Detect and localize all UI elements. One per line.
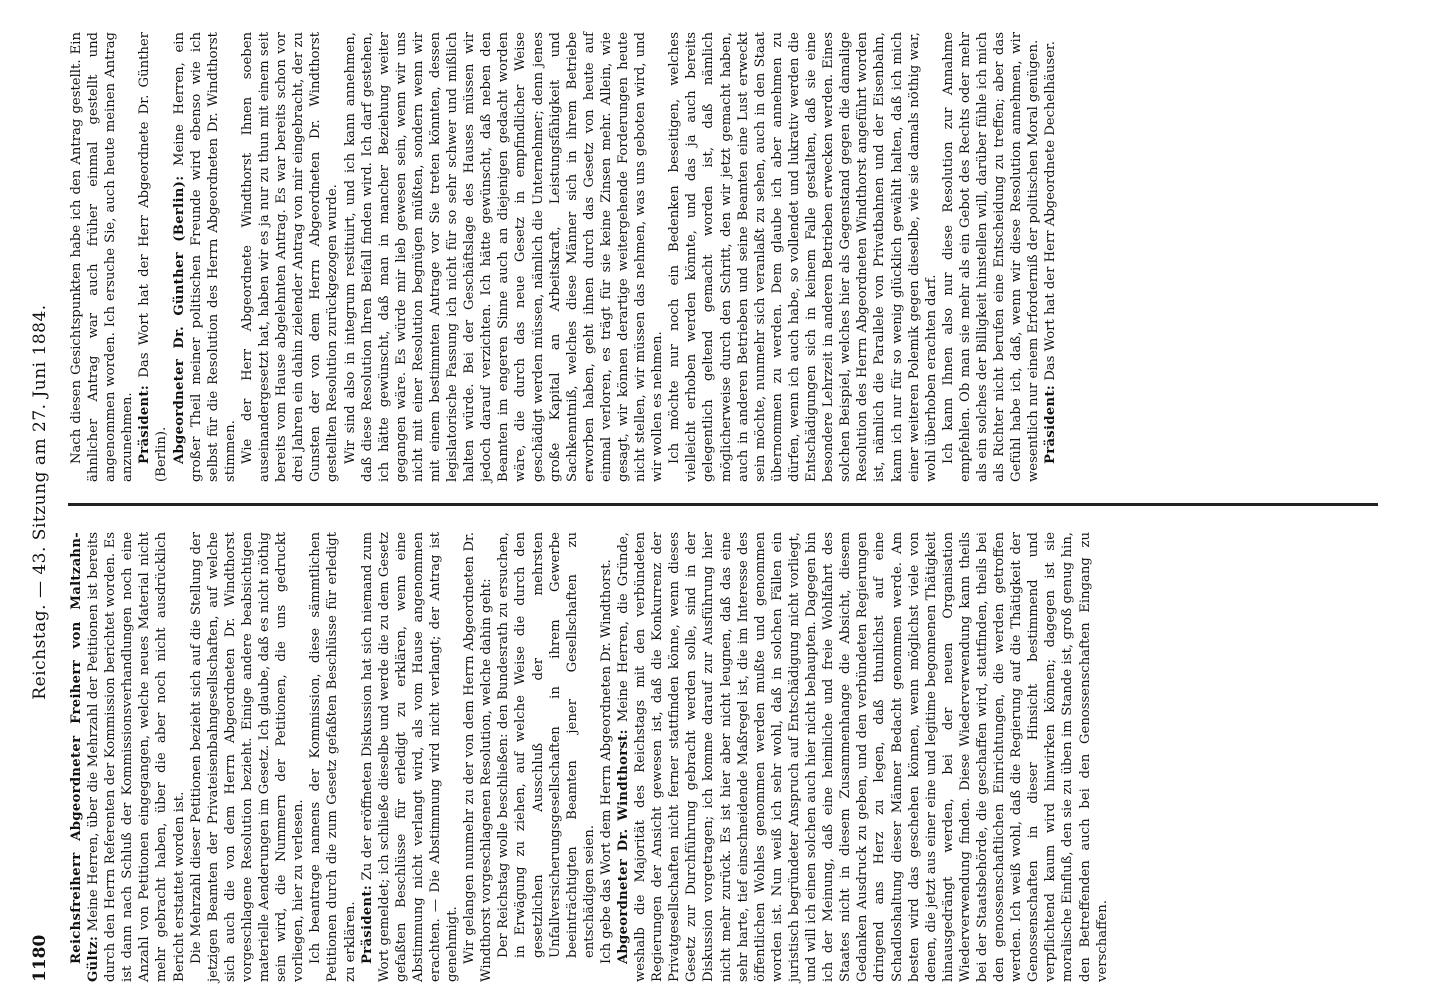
digitization-credit [1404, 0, 1426, 1000]
paragraph [171, 32, 239, 482]
paragraph [136, 32, 170, 482]
paragraph-text: Wie der Herr Abgeordnete Windthorst Ihnen soeben auseinandergesetzt hat, haben wir es ja nur zu thun mit einem seit bereits vom Hause abgelehnten Antrag. Es war bereits schon vor drei Jahren ein dahin zielender Antrag von mir eingebracht, der zu Gunsten der von dem Herrn Abgeordneten Dr. Windthorst gestellten Resolution zurückgezogen wurde. [239, 32, 341, 482]
paragraph [68, 532, 188, 982]
paragraph-text: Zu der eröffneten Diskussion hat sich niemand zum Wort gemeldet; ich schließe dieselbe und werde die zu dem Gesetz gefaßten Beschlüsse für erledigt zu erklären, wenn eine Abstimmung nicht verlangt wird, als vom Hause angenommen erachten. — Die Abstimmung wird nicht verlangt; der Antrag ist genehmigt. [359, 532, 461, 982]
speaker-name: Präsident: [137, 384, 153, 464]
paragraph [598, 532, 615, 982]
speaker-name: Präsident: [359, 884, 375, 964]
paragraph [342, 32, 667, 482]
paragraph [495, 532, 598, 982]
paragraph-text: Ich beantrage namens der Kommission, diese sämmtlichen Petitionen durch die zum Gesetz gefaßten Beschlüsse für erledigt zu erklären. [308, 532, 358, 982]
speaker-name: Präsident: [1043, 384, 1059, 464]
paragraph [615, 532, 1111, 982]
paragraph-text: Das Wort hat der Herr Abgeordnete Dr. Günther (Berlin). [137, 32, 170, 482]
paragraph [307, 532, 358, 982]
paragraph [461, 532, 495, 982]
paragraph-text: Der Reichstag wolle beschließen: den Bundesrath zu ersuchen, in Erwägung zu ziehen, auf welche Weise die durch den gesetzlichen Ausschluß der mehrsten Unfallversicherungsgesellschaften in ihrem Gewerbe beeinträchtigten Beamten jener Gesellschaften zu entschädigen seien. [496, 532, 597, 958]
paragraph-text: Nach diesen Gesichtspunkten habe ich den Antrag gestellt. Ein ähnlicher Antrag war auch früher einmal gestellt und angenommen worden. Ich ersuche Sie, auch heute meinen Antrag anzunehmen. [69, 32, 136, 482]
speaker-name: Abgeordneter Dr. Günther (Berlin): [171, 175, 187, 464]
paragraph-text: Ich kann Ihnen also nur diese Resolution zur Annahme empfehlen. Ob man sie mehr als ein Gebot des Rechts oder mehr als ein solches der Billigkeit hinstellen will, darüber fühle ich mich als Richter nicht berufen eine Entscheidung zu treffen; aber das Gefühl habe ich, daß, wenn wir diese Resolution annehmen, wir wesentlich nur einem Erforderniß der politischen Moral genügen. [940, 32, 1042, 482]
speaker-name: Abgeordneter Dr. Windthorst: [616, 729, 631, 964]
paragraph-text: Wir gelangen nunmehr zu der von dem Herrn Abgeordneten Dr. Windthorst vorgeschlagenen Resolution, welche dahin geht: [462, 532, 495, 982]
paragraph [188, 532, 308, 982]
paragraph-text: Meine Herren, über die Mehrzahl der Petitionen ist bereits durch den Herrn Referenten der Kommission berichtet worden. Es ist dann nach Schluß der Kommissionsverhandlungen noch eine Anzahl von Petitionen eingegangen, welche neues Material nicht mehr gebracht haben, über die aber noch nicht ausdrücklich Bericht erstattet worden ist. [86, 532, 187, 982]
paragraph [940, 32, 1043, 482]
speaker-name: Reichsfreiherr Abgeordneter Freiherr von Maltzahn-Gültz: [69, 532, 102, 982]
column-divider [68, 503, 1378, 506]
page-header [28, 22, 52, 982]
paragraph-text: Ich gebe das Wort dem Herrn Abgeordneten Dr. Windthorst. [598, 559, 614, 964]
paragraph [666, 32, 940, 482]
paragraph-text: Ich möchte nur noch ein Bedenken beseitigen, welches vielleicht erhoben werden könnte, und das ja auch bereits gelegentlich geltend gemacht worden ist, daß nämlich möglicherweise durch den Schritt, den wir jetzt gemacht haben, auch in anderen Betrieben und seine Beamten eine Lust erweckt sein möchte, nunmehr sich veranlaßt zu sehen, auch in den Staat übernommen zu werden. Dem glaube ich aber annehmen zu dürfen, wenn ich auch habe, so vollendet und lukrativ werden die Entschädigungen sich in keinem Falle gestalten, daß sie eine besondere Lehrzeit in anderen Betrieben erwecken werden. Eines solchen Beispiel, welches hier als Gegenstand gegen die damalige Resolution des Herrn Abgeordneten Windthorst angeführt worden ist, nämlich die Parallele von Privatbahnen und der Eisenbahn, kann ich nur für so wenig glücklich gewählt halten, daß ich mich einer weiteren Polemik gegen dieselbe, wie sie damals nöthig war, wohl überhoben erachten darf. [667, 32, 939, 482]
paragraph [239, 32, 342, 482]
paragraph-text: Wir sind also in integrum restituirt, und ich kann annehmen, daß diese Resolution Ihren Beifall finden wird. Ich darf gestehen, ich hätte gewünscht, daß man in mancher Beziehung weiter gegangen wäre. Es würde mir lieb gewesen sein, wenn wir uns nicht mit einer Resolution begnügen müßten, sondern wenn wir mit einem bestimmten Antrage vor Sie treten könnten, dessen legislatorische Fassung ich nicht für so sehr schwer und mißlich halten würde. Bei der Geschäftslage des Hauses müssen wir jedoch darauf verzichten. Ich hätte gewünscht, daß neben den Beamten im engeren Sinne auch an diejenigen gedacht worden wäre, die durch das neue Gesetz in empfindlicher Weise geschädigt werden müssen, nämlich die Unternehmer; denn jenes große Kapital an Arbeitskraft, Leistungsfähigkeit und Sachkenntniß, welches diese Männer sich in ihrem Betriebe erworben haben, geht ihnen durch das Gesetz von heute auf einmal verloren, es trägt für sie keine Zinsen mehr. Allein, wie gesagt, wir können derartige weitergehende Forderungen heute nicht stellen, wir müssen das nehmen, was uns geboten wird, und wir wollen es nehmen. [342, 32, 666, 482]
paragraph-text: Meine Herren, ein großer Theil meiner politischen Freunde wird ebenso wie ich selbst für die Resolution des Herrn Abgeordneten Dr. Windthorst stimmen. [171, 32, 238, 482]
right-column [68, 32, 1059, 482]
document-page [28, 22, 1398, 982]
paragraph [68, 32, 136, 482]
paragraph-text: Die Mehrzahl dieser Petitionen bezieht sich auf die Stellung der jetzigen Beamten der Privateisenbahngesellschaften, auf welche sich auch die von dem Herrn Abgeordneten Dr. Windthorst vorgeschlagene Resolution bezieht. Einige andere beabsichtigen materielle Aenderungen im Gesetz. Ich glaube, daß es nicht nöthig sein wird, die Nummern der Petitionen, die uns gedruckt vorliegen, hier zu verlesen. [188, 532, 307, 982]
paragraph-text: Meine Herren, die Gründe, weshalb die Majorität des Reichstags mit den verbündeten Regierungen der Ansicht gewesen ist, daß die Konkurrenz der Privatgesellschaften nicht ferner stattfinden könne, wenn dieses Gesetz zur Durchführung gebracht werden solle, sind in der Diskussion vorgetragen; ich komme darauf zur Ausführung hier nicht mehr zurück. Es ist hier aber nicht leugnen, daß das eine sehr harte, tief einschneidende Maßregel ist, die im Interesse des öffentlichen Wohles genommen werden mußte und genommen worden ist. Nun weiß ich sehr wohl, daß in solchen Fällen ein juristisch begründeter Anspruch auf Entschädigung nicht vorliegt, und will ich einen solchen auch hier nicht behaupten. Dagegen bin ich der Meinung, daß eine heimliche und freie Wohlfahrt des Staates nicht in diesem Zusammenhange die Absicht, diesem Gedanken Ausdruck zu geben, und den verbündeten Regierungen dringend ans Herz zu legen, daß thunlichst auf eine Schadloshaltung dieser Männer Bedacht genommen werde. Am besten wird das geschehen können, wenn möglichst viele von denen, die jetzt aus einer eine und legitime begonnenen Thätigkeit hinausgedrängt werden, bei der neuen Organisation Wiederverwendung finden. Diese Wiederverwendung kann theils bei der Staatsbehörde, die geschaffen wird, stattfinden, theils bei den genossenschaftlichen Einrichtungen, die werden getroffen werden. Ich weiß wohl, daß die Regierung auf die Thätigkeit der Genossenschaften in dieser Hinsicht bestimmend und verpflichtend kaum wird hinwirken können; dagegen ist sie moralische Einfluß, den sie zu üben im Stande ist, groß genug hin, den Betreffenden auch bei den Genossenschaften Eingang zu verschaffen. [616, 532, 1110, 982]
paragraph [359, 532, 462, 982]
page-number: 1180 [30, 934, 50, 982]
page-title: Reichstag. — 43. Sitzung am 27. Juni 1884. [30, 304, 50, 700]
paragraph-text: Das Wort hat der Herr Abgeordnete Dechelhäuser. [1043, 41, 1059, 381]
left-column [68, 532, 1111, 982]
paragraph [1042, 32, 1059, 482]
